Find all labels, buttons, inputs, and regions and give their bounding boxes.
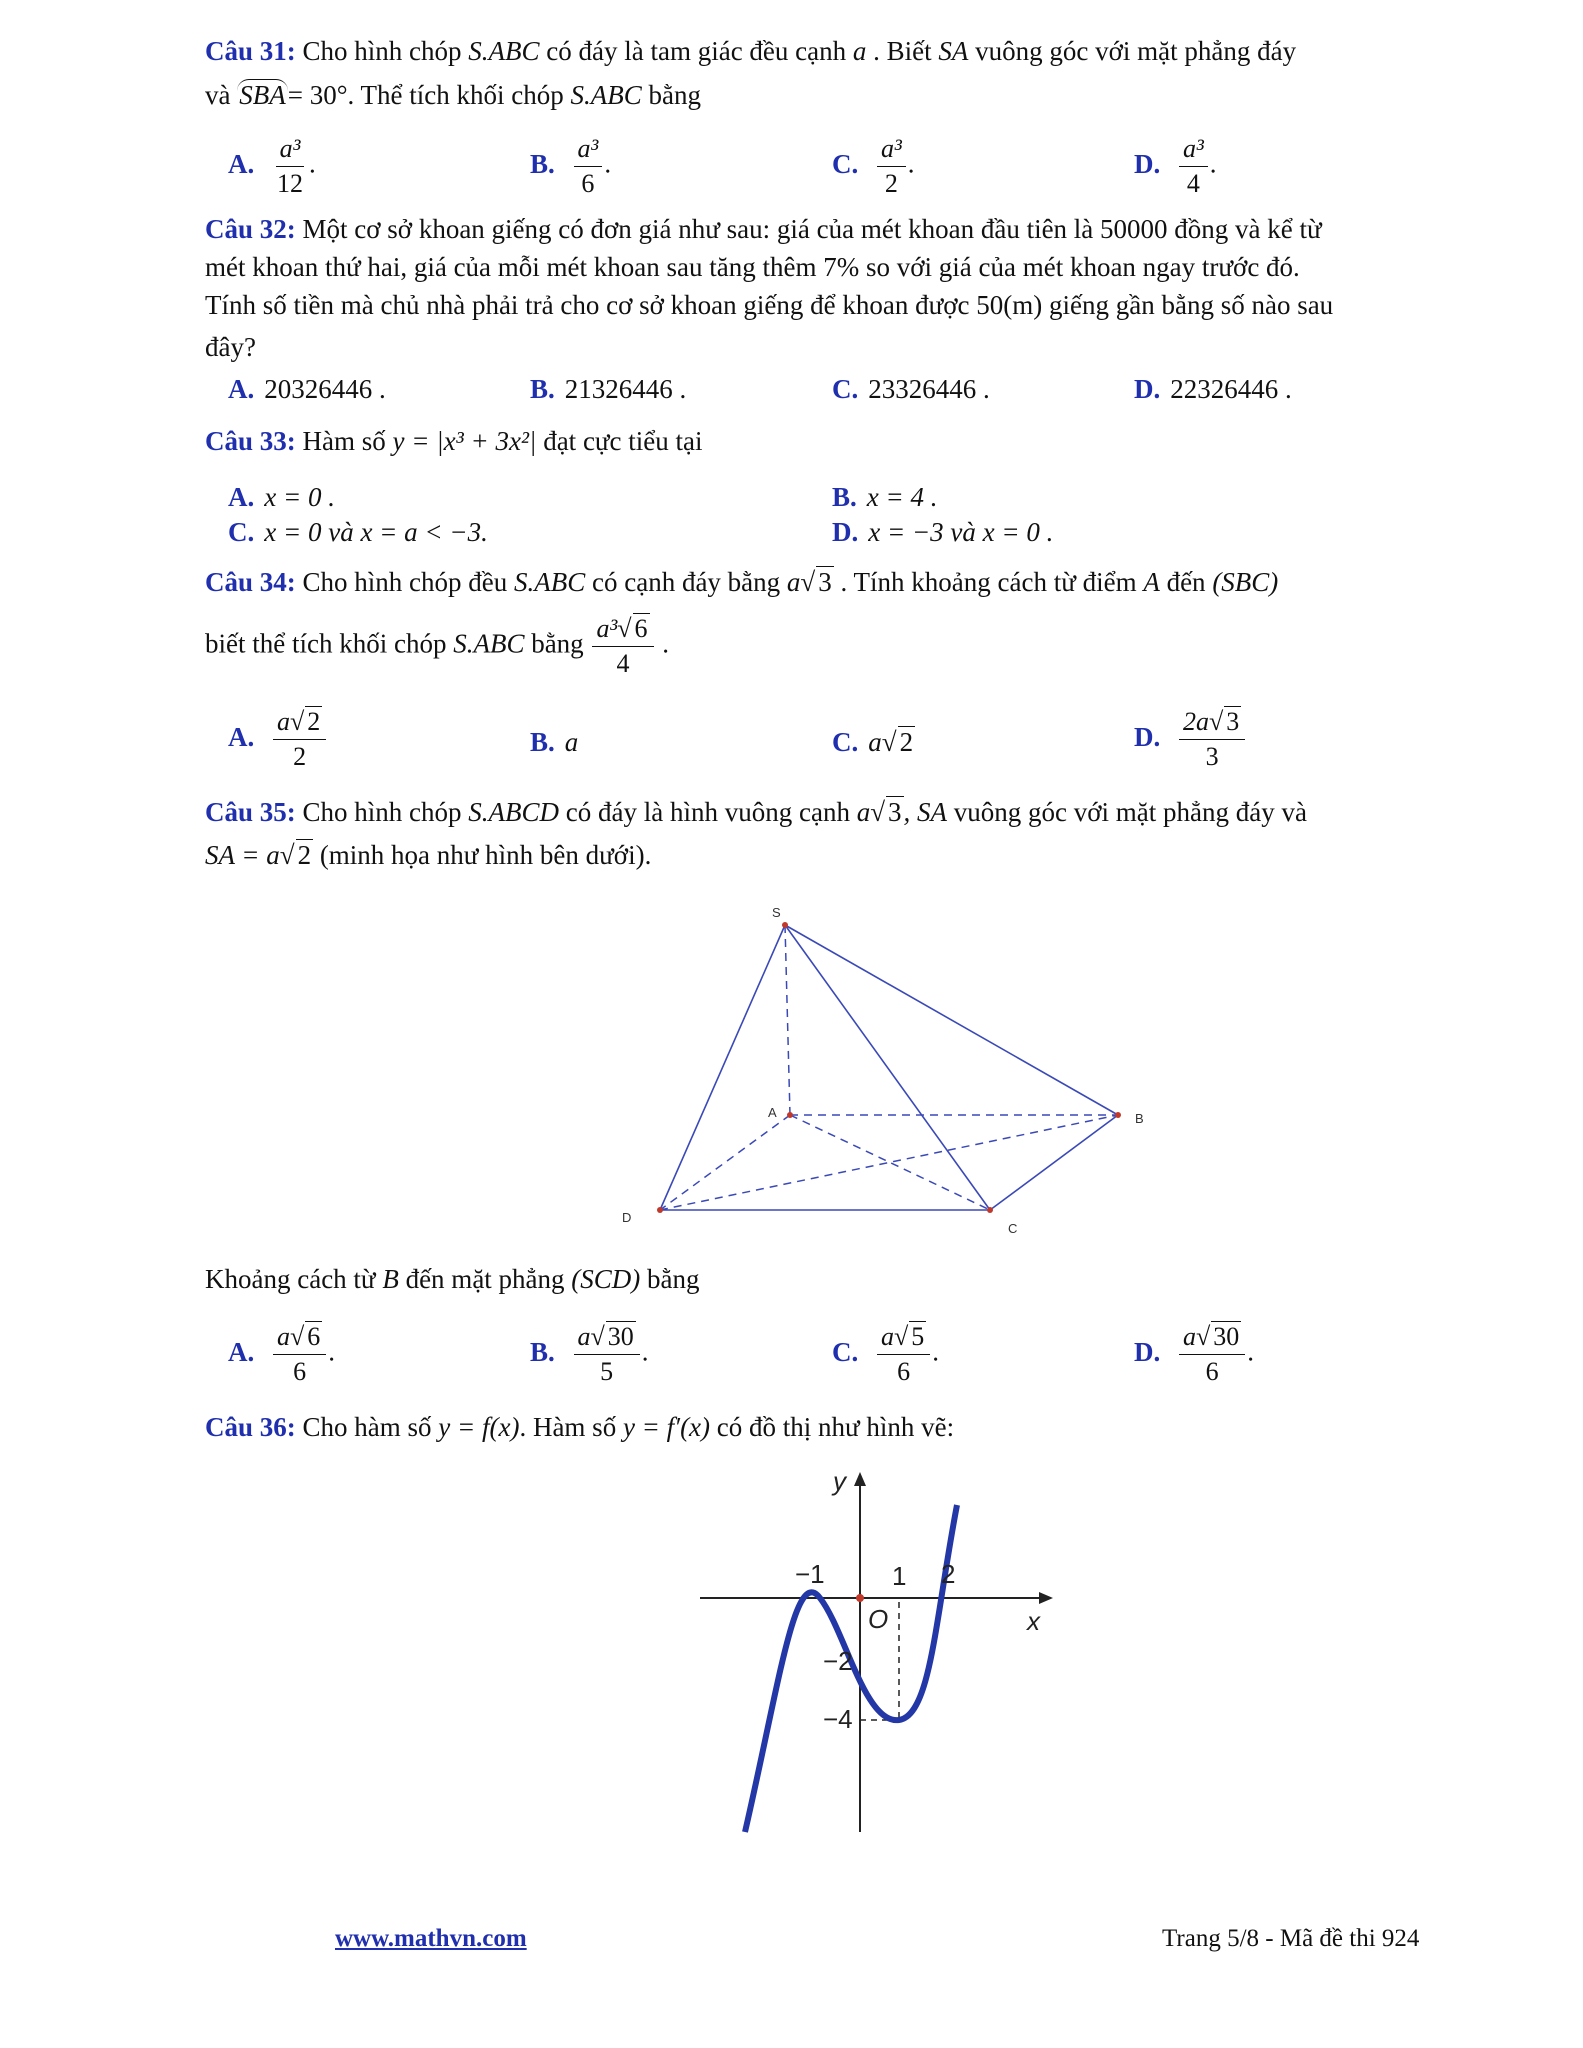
tail: . xyxy=(604,148,612,179)
q35-option-b[interactable]: B. $\frac{a√ 30}{5}$ . xyxy=(530,1320,649,1389)
q32-line4: đây? xyxy=(205,332,256,362)
q31-text: bằng xyxy=(648,80,701,110)
q34-text: đến xyxy=(1166,567,1206,597)
option-label: D. xyxy=(1134,374,1161,404)
frac-den: 6 xyxy=(293,1357,307,1386)
option-label: A. xyxy=(228,721,255,752)
q33-function: y = |x³ + 3x²| xyxy=(392,426,537,456)
frac-den: 12 xyxy=(277,169,303,198)
option-label: A. xyxy=(228,374,255,404)
option-label: B. xyxy=(530,1336,555,1367)
q34-edge-radicand: 3 xyxy=(818,567,832,597)
option-label: C. xyxy=(832,727,859,757)
q33-option-b[interactable] xyxy=(832,480,937,514)
q31-line2 xyxy=(205,78,701,112)
option-text: 21326446 . xyxy=(564,374,687,404)
x-tick-1: 1 xyxy=(892,1561,907,1591)
option-text: a xyxy=(564,727,579,757)
tail: . xyxy=(309,148,316,179)
option-text: 22326446 . xyxy=(1170,374,1292,404)
q36-line1 xyxy=(205,1410,954,1444)
q33-text: Hàm số xyxy=(302,426,386,456)
tail: . xyxy=(1209,148,1217,179)
option-label: D. xyxy=(1134,721,1161,752)
option-text: x = 0 và x = a < −3. xyxy=(264,517,488,547)
vertex-s-dot xyxy=(782,922,788,928)
q31-sa: SA xyxy=(938,36,969,66)
q31-pyramid: S.ABC xyxy=(570,80,642,110)
frac-num: a xyxy=(277,1322,290,1351)
q31-label: Câu 31: xyxy=(205,36,296,66)
vertex-b-dot xyxy=(1115,1112,1121,1118)
q33-option-c[interactable] xyxy=(228,515,488,549)
derivative-graph xyxy=(695,1470,1055,1840)
vertex-b-label: B xyxy=(1135,1111,1144,1126)
vertex-a-dot xyxy=(787,1112,793,1118)
q33-option-a[interactable] xyxy=(228,480,335,514)
q35-pyramid: S.ABCD xyxy=(468,797,560,827)
q34-pyramid: S.ABC xyxy=(514,567,586,597)
x-tick-minus1: −1 xyxy=(795,1559,825,1589)
x-axis-arrow xyxy=(1039,1592,1053,1604)
q36-text: Cho hàm số xyxy=(302,1412,432,1442)
frac-num: a³ xyxy=(574,132,603,167)
q35-option-a[interactable]: A. $\frac{a√ 6}{6}$ . xyxy=(228,1320,335,1389)
q35-edge-a: a xyxy=(856,797,871,827)
frac-den: 2 xyxy=(884,169,898,198)
q35-text: bằng xyxy=(647,1264,700,1294)
q32-option-b[interactable] xyxy=(530,372,686,406)
frac-den: 6 xyxy=(581,169,595,198)
y-axis-label: y xyxy=(833,1470,846,1496)
q33-text: đạt cực tiểu tại xyxy=(543,426,703,456)
option-text: 23326446 . xyxy=(868,374,990,404)
q34-label: Câu 34: xyxy=(205,567,296,597)
q34-text: biết thể tích khối chóp xyxy=(205,628,447,659)
q34-option-b[interactable] xyxy=(530,725,578,759)
radicand: 30 xyxy=(1213,1322,1240,1351)
q35-option-c[interactable]: C. $\frac{a√ 5}{6}$ . xyxy=(832,1320,939,1389)
vertex-s-label: S xyxy=(772,905,781,920)
vertex-c-label: C xyxy=(1008,1221,1018,1236)
dot: . xyxy=(662,628,670,659)
q31-text: vuông góc với mặt phẳng đáy xyxy=(975,36,1297,66)
option-label: C. xyxy=(228,517,255,547)
vertex-d-dot xyxy=(657,1207,663,1213)
q36-derivative: y = f′(x) xyxy=(622,1412,711,1442)
frac-den: 4 xyxy=(1186,169,1200,198)
pyramid-figure xyxy=(600,895,1160,1245)
option-label: A. xyxy=(228,1336,255,1367)
footer-page-info: Trang 5/8 - Mã đề thi 924 xyxy=(1162,1925,1420,1952)
option-text: 20326446 . xyxy=(264,374,386,404)
q35-text: (minh họa như hình bên dưới). xyxy=(319,840,652,870)
radicand: 2 xyxy=(899,727,914,757)
option-label: C. xyxy=(832,148,859,179)
option-label: B. xyxy=(832,482,857,512)
q36-label: Câu 36: xyxy=(205,1412,296,1442)
q35-option-d[interactable]: D. $\frac{a√ 30}{6}$ . xyxy=(1134,1320,1254,1389)
option-label: C. xyxy=(832,1336,859,1367)
q34-plane: (SBC) xyxy=(1212,567,1279,597)
option-label: D. xyxy=(1134,148,1161,179)
x-tick-2: 2 xyxy=(941,1559,956,1589)
option-label: D. xyxy=(1134,1336,1161,1367)
q36-text: có đồ thị như hình vẽ: xyxy=(716,1412,955,1442)
q34-pyramid: S.ABC xyxy=(453,628,525,659)
q34-text: . Tính khoảng cách từ điểm xyxy=(840,567,1137,597)
q31-text: có đáy là tam giác đều cạnh xyxy=(546,36,847,66)
frac-den: 6 xyxy=(1205,1357,1219,1386)
q32-text: Một cơ sở khoan giếng có đơn giá như sau: giá của mét khoan đầu tiên là 50000 đồng và kể từ xyxy=(302,214,1322,244)
q36-text: . Hàm số xyxy=(519,1412,617,1442)
frac-den: 6 xyxy=(897,1357,911,1386)
radicand: 30 xyxy=(607,1322,634,1351)
radicand: 5 xyxy=(911,1322,925,1351)
q33-line1 xyxy=(205,424,703,458)
frac-den: 4 xyxy=(616,649,630,678)
q31-text: . Biết xyxy=(873,36,932,66)
option-text: x = 4 . xyxy=(866,482,938,512)
q34-option-d[interactable]: D. $\frac{2a√ 3}{3}$ xyxy=(1134,705,1247,774)
q34-line2: biết thể tích khối chóp S.ABC bằng $\frac{\text{a³√ 6}}{4}$ . xyxy=(205,612,669,681)
frac-num: a xyxy=(277,707,290,736)
q32-option-a[interactable] xyxy=(228,372,386,406)
frac-num: a xyxy=(881,1322,894,1351)
q31-text: và xyxy=(205,80,231,110)
tail: . xyxy=(907,148,915,179)
q34-text: bằng xyxy=(531,628,584,659)
footer-website-link[interactable]: www.mathvn.com xyxy=(335,1925,527,1952)
tail: . xyxy=(328,1336,336,1367)
radicand: 3 xyxy=(888,797,902,827)
option-label: C. xyxy=(832,374,859,404)
option-label: A. xyxy=(228,148,255,179)
q32-line2: mét khoan thứ hai, giá của mỗi mét khoan sau tăng thêm 7% so với giá của mét khoan ngay trước đó. xyxy=(205,252,1300,282)
q31-text: Cho hình chóp xyxy=(302,36,462,66)
q32-option-c[interactable] xyxy=(832,372,990,406)
option-text: x = −3 và x = 0 . xyxy=(868,517,1054,547)
q32-line3: Tính số tiền mà chủ nhà phải trả cho cơ sở khoan giếng để khoan được 50(m) giếng gần bằng số nào sau xyxy=(205,290,1334,320)
q31-edge: a xyxy=(852,36,867,66)
q31-line1 xyxy=(205,34,1296,68)
q34-text: có cạnh đáy bằng xyxy=(592,567,781,597)
frac-num: a³ xyxy=(1179,132,1208,167)
option-label: B. xyxy=(530,148,555,179)
q31-option-a[interactable] xyxy=(228,132,316,201)
frac-num: a³ xyxy=(596,614,618,643)
q35-line2: SA = a√ 2 (minh họa như hình bên dưới). xyxy=(205,840,652,870)
y-tick-minus4: −4 xyxy=(823,1704,853,1734)
q34-line1: Câu 34: Cho hình chóp đều S.ABC có cạnh đáy bằng a√ 3 . Tính khoảng cách từ điểm A đến (SBC) xyxy=(205,567,1279,597)
q35-label: Câu 35: xyxy=(205,797,296,827)
q31-option-b[interactable] xyxy=(530,132,611,201)
q32-option-d[interactable] xyxy=(1134,372,1292,406)
option-label: B. xyxy=(530,727,555,757)
x-axis-label: x xyxy=(1027,1606,1040,1636)
q31-text: . Thể tích khối chóp xyxy=(347,80,564,110)
q34-option-c[interactable]: C. a√ 2 xyxy=(832,727,914,757)
tail: . xyxy=(641,1336,649,1367)
radicand: 3 xyxy=(1226,707,1240,736)
q35-line1: Câu 35: Cho hình chóp S.ABCD có đáy là hình vuông cạnh a√ 3, SA vuông góc với mặt phẳng đáy và xyxy=(205,797,1307,827)
frac-den: 3 xyxy=(1205,742,1219,771)
q36-function: y = f(x) xyxy=(438,1412,520,1442)
radicand: 2 xyxy=(307,707,321,736)
frac-num: a xyxy=(577,1322,591,1351)
vertex-c-dot xyxy=(987,1207,993,1213)
y-axis-arrow xyxy=(854,1472,866,1486)
radicand: 6 xyxy=(634,614,648,643)
frac-den: 5 xyxy=(600,1357,614,1386)
q35-text: có đáy là hình vuông cạnh xyxy=(565,797,850,827)
option-text: x = 0 . xyxy=(264,482,335,512)
frac-num: a³ xyxy=(276,132,305,167)
q34-edge-a: a xyxy=(786,567,801,597)
option-text: a xyxy=(868,727,882,757)
q35-point: B xyxy=(382,1264,399,1294)
q31-eq: = 30° xyxy=(287,80,348,110)
radicand: 6 xyxy=(307,1322,321,1351)
q35-text: đến mặt phẳng xyxy=(405,1264,565,1294)
q31-option-c[interactable] xyxy=(832,132,915,201)
q35-sa: , SA xyxy=(903,797,948,827)
frac-num: a³ xyxy=(877,132,906,167)
vertex-a-label: A xyxy=(768,1105,777,1120)
frac-num: a xyxy=(1183,1322,1196,1351)
radicand: 2 xyxy=(297,840,312,870)
q32-line1 xyxy=(205,212,1322,246)
q32-label: Câu 32: xyxy=(205,214,296,244)
q34-text: Cho hình chóp đều xyxy=(302,567,508,597)
q35-text: Cho hình chóp xyxy=(302,797,462,827)
q31-angle: SBA xyxy=(239,80,286,110)
tail: . xyxy=(932,1336,940,1367)
q31-option-d[interactable] xyxy=(1134,132,1217,201)
origin-label: O xyxy=(868,1604,889,1634)
q35-sa-eq: SA = a xyxy=(205,840,280,870)
q31-pyramid: S.ABC xyxy=(468,36,540,66)
option-label: B. xyxy=(530,374,555,404)
q33-label: Câu 33: xyxy=(205,426,296,456)
y-tick-minus2: −2 xyxy=(823,1646,853,1676)
q34-option-a[interactable]: A. $\frac{a√ 2}{2}$ xyxy=(228,705,328,774)
origin-dot xyxy=(856,1594,864,1602)
q35-text: Khoảng cách từ xyxy=(205,1264,376,1294)
option-label: A. xyxy=(228,482,255,512)
q34-point: A xyxy=(1143,567,1160,597)
q35-plane: (SCD) xyxy=(571,1264,641,1294)
tail: . xyxy=(1247,1336,1255,1367)
frac-num: 2a xyxy=(1183,707,1209,736)
frac-den: 2 xyxy=(293,742,307,771)
option-label: D. xyxy=(832,517,859,547)
q35-question xyxy=(205,1262,700,1296)
vertex-d-label: D xyxy=(622,1210,632,1225)
q33-option-d[interactable] xyxy=(832,515,1053,549)
q35-text: vuông góc với mặt phẳng đáy và xyxy=(953,797,1307,827)
